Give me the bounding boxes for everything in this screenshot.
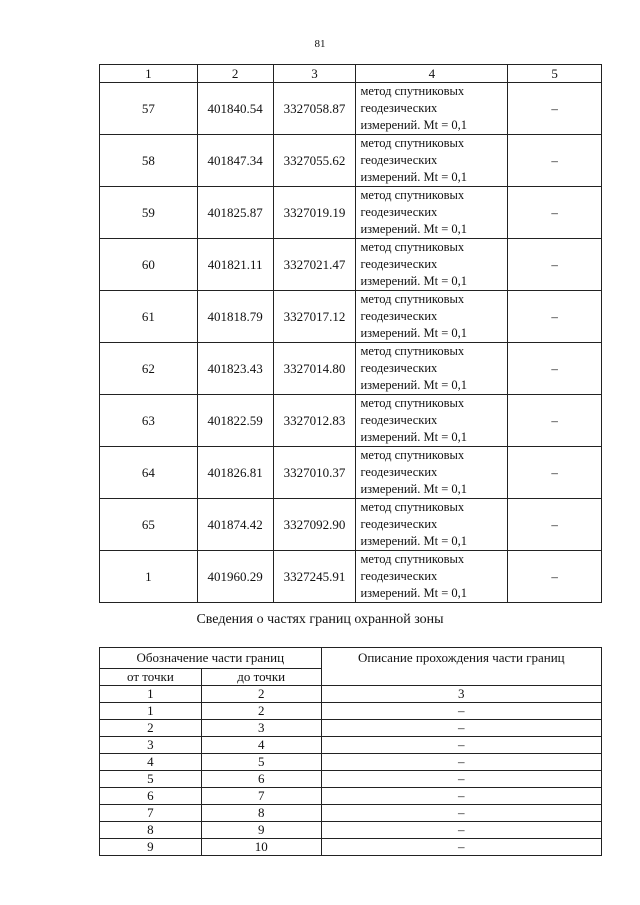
table-row: [100, 395, 602, 447]
point-number: 65: [100, 499, 198, 551]
method-line: метод спутниковых: [360, 552, 465, 566]
table-row: [100, 83, 602, 135]
section-title: Сведения о частях границ охранной зоны: [196, 612, 444, 627]
point-number: 58: [100, 135, 198, 187]
from-point: 7: [100, 805, 202, 822]
table-row: [100, 720, 602, 737]
y-coordinate: 3327021.47: [273, 239, 356, 291]
point-number: 1: [100, 551, 198, 603]
table-row: [100, 343, 602, 395]
part-description: –: [321, 720, 601, 737]
x-coordinate: 401840.54: [197, 83, 273, 135]
table-row: [100, 839, 602, 856]
measurement-method: [356, 395, 508, 447]
column-header: 5: [508, 65, 602, 83]
method-line: измерений. Mt = 0,1: [360, 274, 468, 288]
table-row: [100, 754, 602, 771]
method-line: геодезических: [360, 101, 438, 115]
note: –: [508, 187, 602, 239]
table-row: [100, 239, 602, 291]
to-point: 7: [201, 788, 321, 805]
x-coordinate: 401823.43: [197, 343, 273, 395]
method-line: метод спутниковых: [360, 240, 465, 254]
method-line: измерений. Mt = 0,1: [360, 586, 468, 600]
y-coordinate: 3327058.87: [273, 83, 356, 135]
table-row: [100, 447, 602, 499]
part-description: –: [321, 839, 601, 856]
method-line: измерений. Mt = 0,1: [360, 118, 468, 132]
column-header: 2: [197, 65, 273, 83]
method-line: измерений. Mt = 0,1: [360, 534, 468, 548]
part-description: –: [321, 822, 601, 839]
to-point: 6: [201, 771, 321, 788]
method-line: геодезических: [360, 309, 438, 323]
x-coordinate: 401826.81: [197, 447, 273, 499]
method-line: измерений. Mt = 0,1: [360, 482, 468, 496]
point-number: 61: [100, 291, 198, 343]
from-point: 6: [100, 788, 202, 805]
measurement-method: [356, 135, 508, 187]
method-line: измерений. Mt = 0,1: [360, 326, 468, 340]
coordinates-header-row: [100, 65, 602, 83]
note: –: [508, 343, 602, 395]
method-line: геодезических: [360, 465, 438, 479]
to-point: 9: [201, 822, 321, 839]
note: –: [508, 135, 602, 187]
method-line: измерений. Mt = 0,1: [360, 378, 468, 392]
point-number: 64: [100, 447, 198, 499]
x-coordinate: 401874.42: [197, 499, 273, 551]
from-point: 4: [100, 754, 202, 771]
boundary-part-description-header: Описание прохождения части границ: [321, 648, 601, 686]
note: –: [508, 499, 602, 551]
part-description: –: [321, 703, 601, 720]
x-coordinate: 401825.87: [197, 187, 273, 239]
y-coordinate: 3327014.80: [273, 343, 356, 395]
measurement-method: [356, 447, 508, 499]
from-point: 2: [100, 720, 202, 737]
from-point: 9: [100, 839, 202, 856]
column-header: 3: [273, 65, 356, 83]
y-coordinate: 3327245.91: [273, 551, 356, 603]
method-line: геодезических: [360, 361, 438, 375]
note: –: [508, 291, 602, 343]
column-number: 2: [201, 686, 321, 703]
table-row: [100, 737, 602, 754]
from-point: 8: [100, 822, 202, 839]
to-point: 5: [201, 754, 321, 771]
method-line: геодезических: [360, 413, 438, 427]
to-point: 3: [201, 720, 321, 737]
method-line: геодезических: [360, 205, 438, 219]
method-line: геодезических: [360, 517, 438, 531]
measurement-method: [356, 551, 508, 603]
x-coordinate: 401821.11: [197, 239, 273, 291]
from-point: 3: [100, 737, 202, 754]
column-number-row: [100, 686, 602, 703]
table-row: [100, 771, 602, 788]
table-row: [100, 499, 602, 551]
x-coordinate: 401960.29: [197, 551, 273, 603]
part-description: –: [321, 771, 601, 788]
measurement-method: [356, 239, 508, 291]
method-line: геодезических: [360, 569, 438, 583]
method-line: метод спутниковых: [360, 188, 465, 202]
to-point: 8: [201, 805, 321, 822]
x-coordinate: 401847.34: [197, 135, 273, 187]
point-number: 62: [100, 343, 198, 395]
method-line: геодезических: [360, 153, 438, 167]
note: –: [508, 395, 602, 447]
table-row: [100, 805, 602, 822]
method-line: метод спутниковых: [360, 292, 465, 306]
note: –: [508, 83, 602, 135]
column-header: 1: [100, 65, 198, 83]
note: –: [508, 239, 602, 291]
table-row: [100, 187, 602, 239]
point-number: 59: [100, 187, 198, 239]
from-point-header: от точки: [100, 669, 202, 686]
table-row: [100, 788, 602, 805]
table-row: [100, 291, 602, 343]
table-row: [100, 822, 602, 839]
method-line: геодезических: [360, 257, 438, 271]
to-point: 2: [201, 703, 321, 720]
column-header: 4: [356, 65, 508, 83]
point-number: 60: [100, 239, 198, 291]
method-line: измерений. Mt = 0,1: [360, 170, 468, 184]
column-number: 1: [100, 686, 202, 703]
measurement-method: [356, 187, 508, 239]
note: –: [508, 447, 602, 499]
method-line: измерений. Mt = 0,1: [360, 430, 468, 444]
method-line: метод спутниковых: [360, 448, 465, 462]
x-coordinate: 401818.79: [197, 291, 273, 343]
y-coordinate: 3327010.37: [273, 447, 356, 499]
point-number: 57: [100, 83, 198, 135]
method-line: метод спутниковых: [360, 396, 465, 410]
coordinates-table: [99, 64, 602, 603]
y-coordinate: 3327019.19: [273, 187, 356, 239]
to-point-header: до точки: [201, 669, 321, 686]
method-line: метод спутниковых: [360, 84, 465, 98]
measurement-method: [356, 343, 508, 395]
table-row: [100, 703, 602, 720]
table-row: [100, 135, 602, 187]
measurement-method: [356, 291, 508, 343]
table-row: [100, 551, 602, 603]
method-line: измерений. Mt = 0,1: [360, 222, 468, 236]
method-line: метод спутниковых: [360, 344, 465, 358]
note: –: [508, 551, 602, 603]
part-description: –: [321, 788, 601, 805]
part-description: –: [321, 754, 601, 771]
from-point: 1: [100, 703, 202, 720]
from-point: 5: [100, 771, 202, 788]
boundary-parts-table: [99, 647, 602, 856]
x-coordinate: 401822.59: [197, 395, 273, 447]
y-coordinate: 3327012.83: [273, 395, 356, 447]
y-coordinate: 3327017.12: [273, 291, 356, 343]
method-line: метод спутниковых: [360, 500, 465, 514]
method-line: метод спутниковых: [360, 136, 465, 150]
parts-header-row: [100, 648, 602, 669]
boundary-part-designation-header: Обозначение части границ: [100, 648, 322, 669]
to-point: 10: [201, 839, 321, 856]
y-coordinate: 3327092.90: [273, 499, 356, 551]
part-description: –: [321, 737, 601, 754]
measurement-method: [356, 83, 508, 135]
part-description: –: [321, 805, 601, 822]
y-coordinate: 3327055.62: [273, 135, 356, 187]
to-point: 4: [201, 737, 321, 754]
column-number: 3: [321, 686, 601, 703]
page-number: 81: [314, 38, 326, 50]
point-number: 63: [100, 395, 198, 447]
measurement-method: [356, 499, 508, 551]
